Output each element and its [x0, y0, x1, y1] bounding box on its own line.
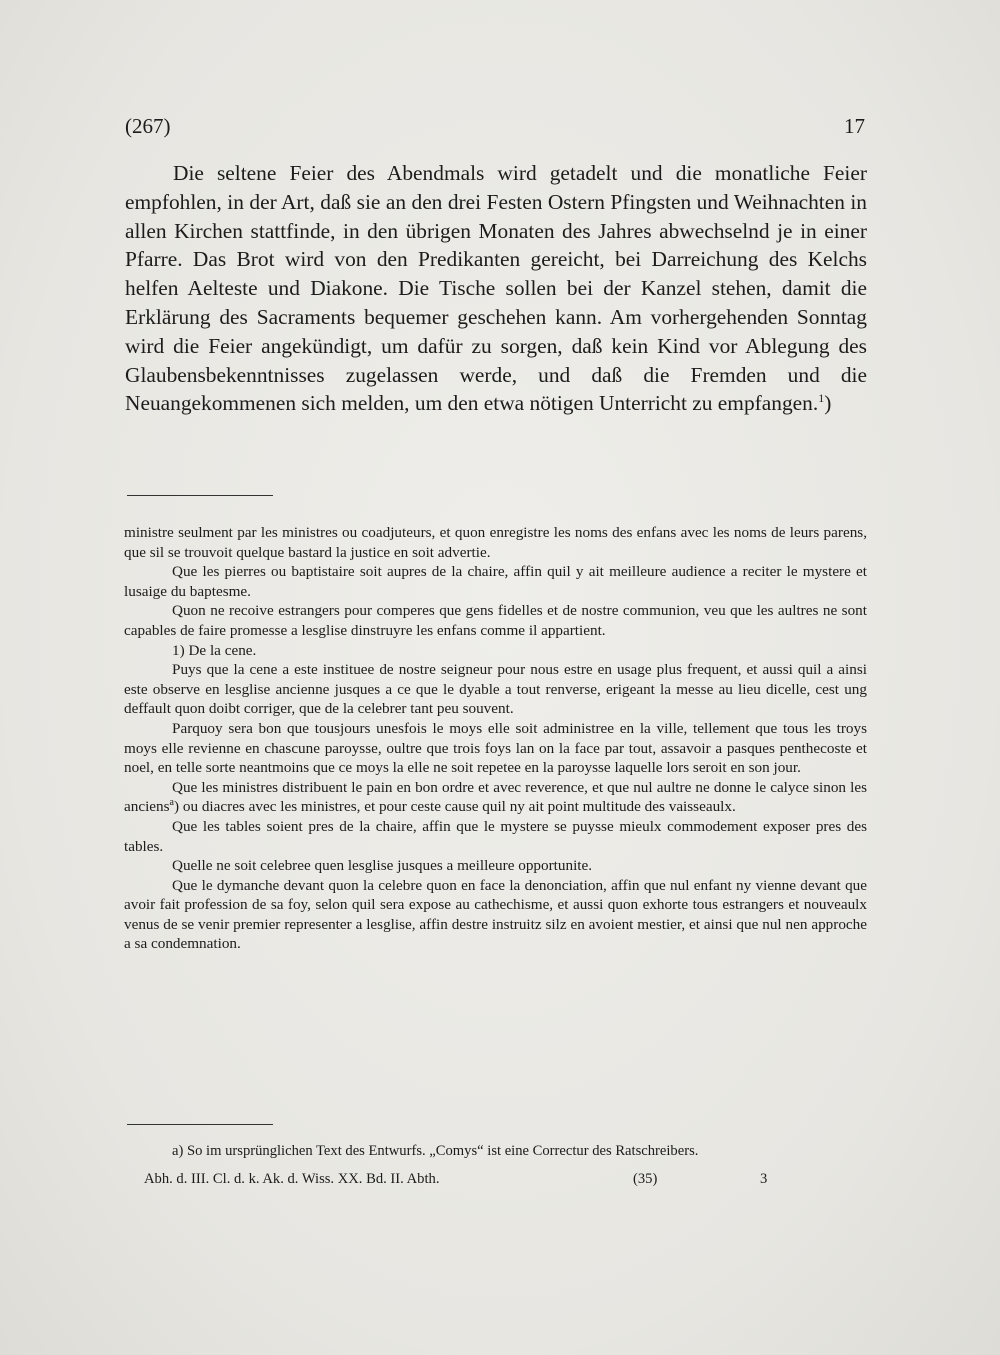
footnote-mark: a — [169, 797, 174, 809]
note-paragraph: Quelle ne soit celebree quen lesglise jusques a meilleure opportunite. — [172, 857, 593, 875]
note-text: ) ou diacres avec les ministres, et pour ceste cause quil ny ait point multitude des vaisseaulx. — [174, 798, 736, 816]
note-paragraph: Que les pierres ou baptistaire soit aupres de la chaire, affin quil y ait meilleure audience a reciter le mystere et lusaige du baptesme. — [124, 563, 867, 600]
footer-sheet-number: (35) — [633, 1171, 658, 1187]
footnote-mark-close: ) — [824, 391, 832, 416]
note-heading: 1) De la cene. — [172, 641, 257, 659]
notes-section — [124, 523, 867, 954]
page-number-bracketed: (267) — [125, 114, 171, 138]
note-paragraph — [124, 778, 867, 817]
main-paragraph-text: Die seltene Feier des Abendmals wird getadelt und die monatliche Feier empfohlen, in der Art, daß sie an den drei Festen Ostern Pfingsten und Weihnachten in allen Kirchen stattfinde, in den übrigen Monaten des Jahres abwechselnd je in einer Pfarre. Das Brot wird von den Predikanten gereicht, bei Darreichung des Kelchs helfen Aelteste und Diakone. Die Tische sollen bei der Kanzel stehen, damit die Erklärung des Sacraments bequemer geschehen kann. Am vorhergehenden Sonntag wird die Feier angekündigt, um dafür zu sorgen, daß kein Kind vor Ablegung des Glaubensbekenntnisses zugelassen werde, und daß die Fremden und die Neuangekommenen sich melden, um den etwa nötigen Unterricht zu empfangen. — [125, 161, 867, 416]
footnote: a) So im ursprünglichen Text des Entwurfs. „Comys“ ist eine Correctur des Ratschreibers. — [172, 1143, 699, 1159]
footnote-divider — [127, 1124, 273, 1125]
note-text: Que les ministres distribuent le pain en bon ordre et avec reverence, et que nul aultre ne donne le calyce sinon les anciens — [124, 778, 867, 816]
main-text — [125, 159, 867, 418]
note-paragraph: Que le dymanche devant quon la celebre quon en face la denonciation, affin que nul enfant ny vienne devant que avoir fait profession de sa foy, selon quil sera expose au cathechisme, et aussi quon exhorte tous estrangers et nouveaulx venus de se venir premier representer a lesglise, affin destre instruitz silz en avoient mestier, et ainsi que nul nen approche a sa condemnation. — [124, 876, 867, 953]
page-number: 17 — [844, 114, 865, 138]
footer-signature: 3 — [760, 1171, 768, 1187]
footnote-mark: 1 — [818, 391, 825, 406]
footer-publication: Abh. d. III. Cl. d. k. Ak. d. Wiss. XX. Bd. II. Abth. — [144, 1171, 440, 1187]
page-header — [125, 114, 865, 144]
note-paragraph: Parquoy sera bon que tousjours unesfois le moys elle soit administree en la ville, tellement que tous les troys moys elle revienne en chascune paroysse, oultre que trois foys lan on la face par tout, assavoir a pasques penthecoste et noel, en telle sorte neantmoins que ce moys la elle ne soit repetee en la paroysse laquelle lors seroit en son jour. — [124, 719, 867, 777]
main-paragraph — [125, 159, 867, 418]
note-paragraph: ministre seulment par les ministres ou coadjuteurs, et quon enregistre les noms des enfans avec les noms de leurs parens, que sil se trouvoit quelque bastard la justice en soit advertie. — [124, 524, 867, 561]
note-paragraph: Que les tables soient pres de la chaire, affin que le mystere se puysse mieulx commodement exposer pres des tables. — [124, 817, 867, 855]
note-paragraph: Quon ne recoive estrangers pour comperes que gens fidelles et de nostre communion, veu que les aultres ne sont capables de faire promesse a lesglise dinstruyre les enfans comme il appartient. — [124, 602, 867, 639]
note-paragraph: Puys que la cene a este instituee de nostre seigneur pour nous estre en usage plus frequent, et aussi quil a ainsi este observe en lesglise ancienne jusques a ce que le dyable a tout renverse, erigeant la messe au lieu dicelle, cest ung deffault quon doibt corriger, que de la celebrer tant peu souvent. — [124, 661, 867, 718]
footnote-divider — [127, 495, 273, 496]
